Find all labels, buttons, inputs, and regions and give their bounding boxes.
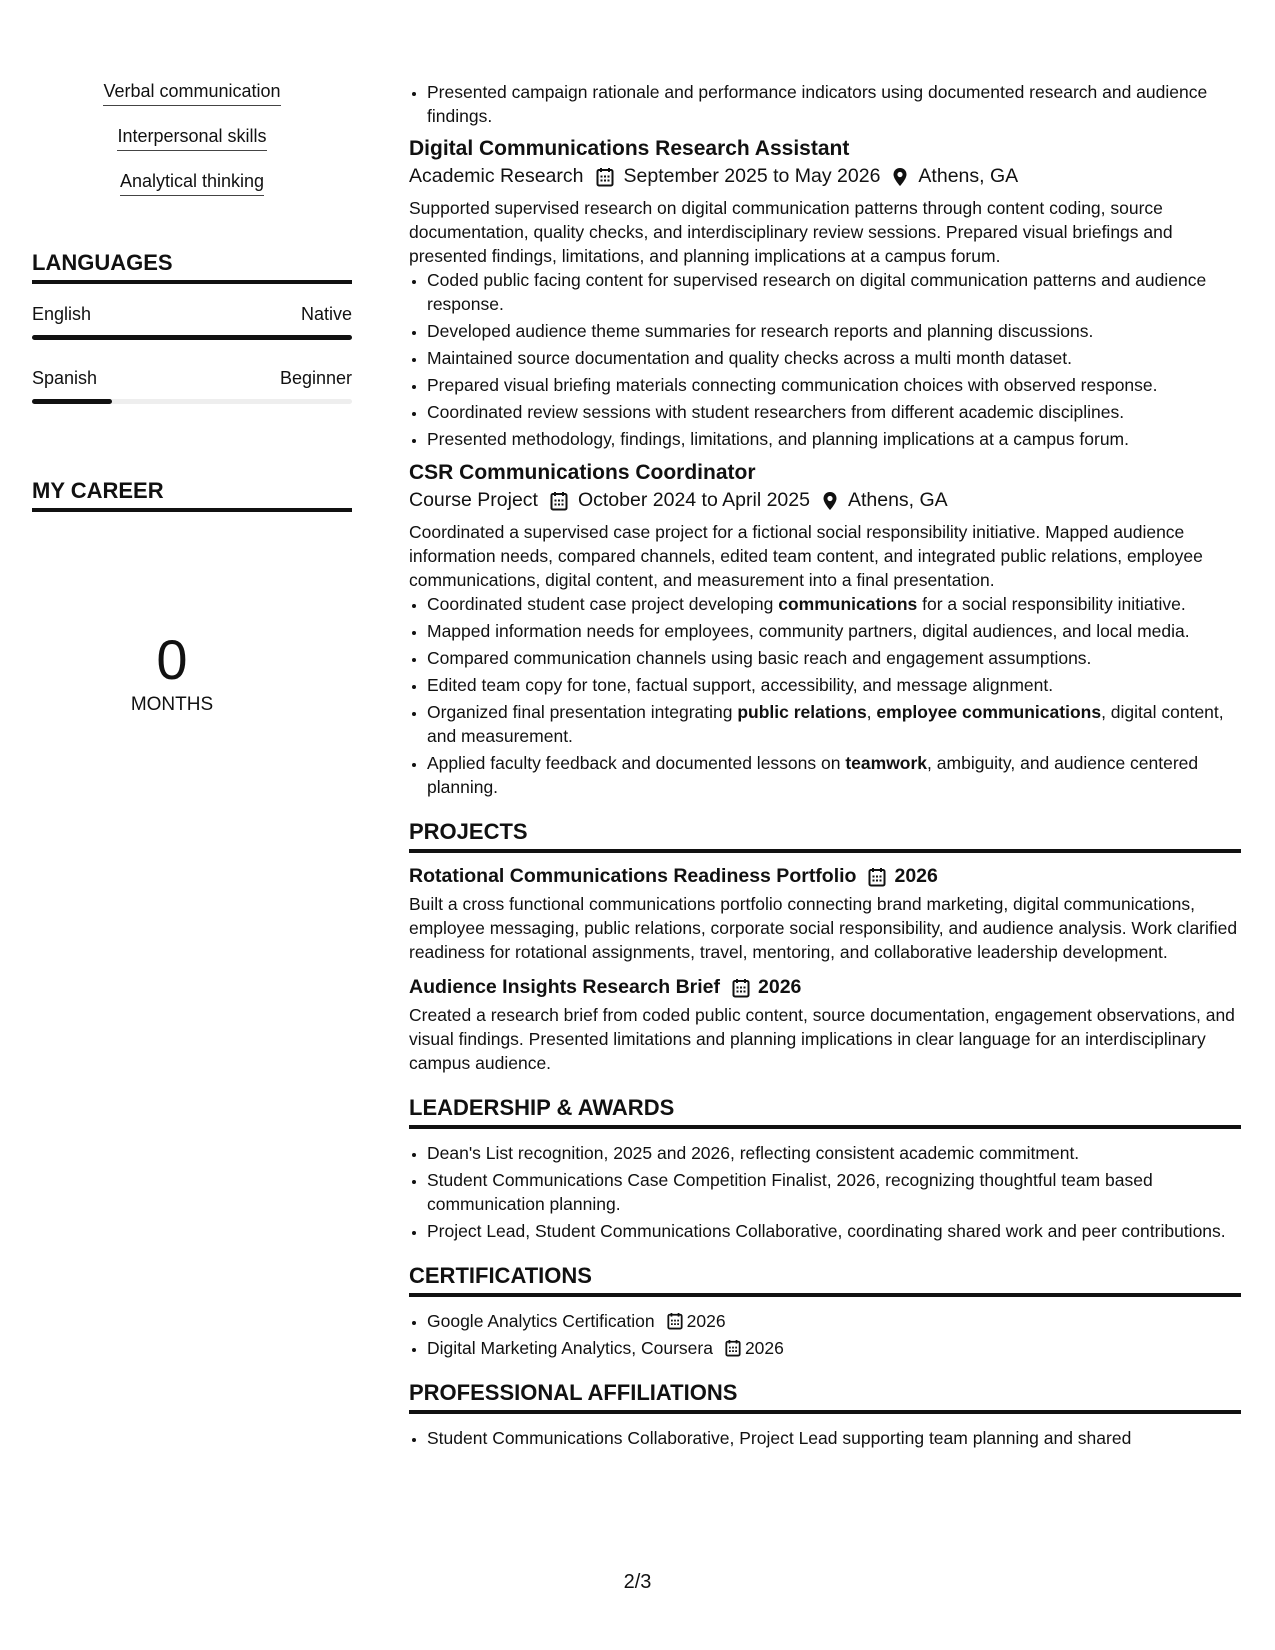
certifications-list bbox=[409, 1309, 1241, 1360]
list-item: • Coordinated student case project developing communications for a social responsibility initiative. bbox=[427, 592, 1241, 616]
list-item: • Project Lead, Student Communications Collaborative, coordinating shared work and peer contributions. bbox=[427, 1219, 1241, 1243]
job-meta bbox=[409, 489, 1241, 512]
certification-year: 2026 bbox=[744, 1338, 784, 1358]
list-item: • Mapped information needs for employees, community partners, digital audiences, and local media. bbox=[427, 619, 1241, 643]
project-entry bbox=[409, 976, 1241, 1075]
list-item bbox=[427, 1336, 1241, 1360]
sidebar bbox=[32, 80, 352, 716]
language-proficiency-fill bbox=[32, 335, 352, 340]
job-bullets bbox=[409, 268, 1241, 451]
project-year: 2026 bbox=[894, 865, 938, 887]
project-description: Built a cross functional communications portfolio connecting brand marketing, digital communications, employee messaging, public relations, corporate social responsibility, and audience analysis. Work clarified readiness for rotational assignments, travel, mentoring, and collaborative leadership development. bbox=[409, 894, 1238, 962]
calendar-icon bbox=[596, 167, 614, 187]
career-duration bbox=[32, 630, 312, 716]
list-item: • Presented methodology, findings, limitations, and planning implications at a campus forum. bbox=[427, 427, 1241, 451]
skill-item: Analytical thinking bbox=[120, 170, 264, 196]
project-title-row bbox=[409, 976, 1241, 999]
certifications-heading: CERTIFICATIONS bbox=[409, 1263, 1241, 1297]
job-organization: Academic Research bbox=[409, 165, 584, 187]
project-title: Rotational Communications Readiness Portfolio bbox=[409, 865, 857, 887]
language-proficiency-bar bbox=[32, 335, 352, 340]
job-organization: Course Project bbox=[409, 489, 538, 511]
list-item: • Dean's List recognition, 2025 and 2026, reflecting consistent academic commitment. bbox=[427, 1141, 1241, 1165]
project-entry bbox=[409, 865, 1241, 964]
career-unit: MONTHS bbox=[130, 694, 214, 715]
job-description: Supported supervised research on digital communication patterns through content coding, source documentation, quality checks, and interdisciplinary review sessions. Prepared visual briefings and presented findings, limitations, and planning implications at a campus forum. bbox=[409, 198, 1173, 266]
language-level: Native bbox=[300, 304, 352, 324]
list-item: • Presented campaign rationale and performance indicators using documented research and audience findings. bbox=[427, 80, 1241, 128]
job-title: Digital Communications Research Assistant bbox=[409, 137, 850, 160]
project-description: Created a research brief from coded public content, source documentation, engagement observations, and visual findings. Presented limitations and planning implications in clear language for an interdisciplinary campus audience. bbox=[409, 1005, 1235, 1073]
job-dates: September 2025 to May 2026 bbox=[623, 165, 881, 187]
page-number: 2/3 bbox=[623, 1571, 652, 1593]
job-location: Athens, GA bbox=[847, 489, 948, 511]
main-content bbox=[409, 80, 1241, 1453]
list-item: • Coordinated review sessions with student researchers from different academic disciplines. bbox=[427, 400, 1241, 424]
language-spanish bbox=[32, 368, 352, 404]
affiliations-list bbox=[409, 1426, 1241, 1450]
language-name: Spanish bbox=[32, 368, 98, 388]
list-item: • Coded public facing content for supervised research on digital communication patterns and audience response. bbox=[427, 268, 1241, 316]
skills-list bbox=[32, 80, 352, 215]
career-count: 0 bbox=[156, 628, 188, 691]
job-description: Coordinated a supervised case project for a fictional social responsibility initiative. Mapped audience information needs, compared channels, edited team content, and integrated public relations, employee communications, digital content, and measurement into a final presentation. bbox=[409, 522, 1203, 590]
project-year: 2026 bbox=[758, 976, 802, 998]
skill-item: Verbal communication bbox=[103, 80, 280, 106]
calendar-icon bbox=[868, 867, 886, 887]
job-dates: October 2024 to April 2025 bbox=[577, 489, 810, 511]
certification-name: • Digital Marketing Analytics, Coursera bbox=[427, 1338, 713, 1358]
affiliations-heading: PROFESSIONAL AFFILIATIONS bbox=[409, 1380, 1241, 1414]
job-entry bbox=[409, 137, 1241, 451]
language-name: English bbox=[32, 304, 92, 324]
projects-heading: PROJECTS bbox=[409, 819, 1241, 853]
project-title-row bbox=[409, 865, 1241, 888]
certification-year: 2026 bbox=[686, 1311, 726, 1331]
list-item: • Developed audience theme summaries for research reports and planning discussions. bbox=[427, 319, 1241, 343]
list-item: • Compared communication channels using basic reach and engagement assumptions. bbox=[427, 646, 1241, 670]
list-item: • Organized final presentation integrating public relations, employee communications, digital content, and measurement. bbox=[427, 700, 1241, 748]
job-entry bbox=[409, 461, 1241, 799]
certification-name: • Google Analytics Certification bbox=[427, 1311, 655, 1331]
project-title: Audience Insights Research Brief bbox=[409, 976, 721, 998]
calendar-icon bbox=[550, 491, 568, 511]
job-meta bbox=[409, 165, 1241, 188]
job-bullets bbox=[409, 592, 1241, 799]
job-title: CSR Communications Coordinator bbox=[409, 461, 756, 484]
list-item: • Edited team copy for tone, factual support, accessibility, and message alignment. bbox=[427, 673, 1241, 697]
leadership-list bbox=[409, 1141, 1241, 1243]
language-proficiency-fill bbox=[32, 399, 112, 404]
list-item: • Student Communications Collaborative, Project Lead supporting team planning and shared bbox=[427, 1426, 1241, 1450]
career-heading: MY CAREER bbox=[32, 478, 352, 512]
calendar-icon bbox=[732, 978, 750, 998]
leadership-heading: LEADERSHIP & AWARDS bbox=[409, 1095, 1241, 1129]
calendar-icon bbox=[667, 1312, 683, 1330]
language-level: Beginner bbox=[279, 368, 352, 388]
languages-heading: LANGUAGES bbox=[32, 250, 352, 284]
list-item: • Maintained source documentation and quality checks across a multi month dataset. bbox=[427, 346, 1241, 370]
calendar-icon bbox=[725, 1339, 741, 1357]
list-item: • Prepared visual briefing materials connecting communication choices with observed response. bbox=[427, 373, 1241, 397]
list-item: • Student Communications Case Competition Finalist, 2026, recognizing thoughtful team based communication planning. bbox=[427, 1168, 1241, 1216]
language-english bbox=[32, 304, 352, 340]
map-pin-icon bbox=[892, 167, 908, 187]
skill-item: Interpersonal skills bbox=[117, 125, 266, 151]
job-location: Athens, GA bbox=[918, 165, 1019, 187]
map-pin-icon bbox=[822, 491, 838, 511]
language-proficiency-bar bbox=[32, 399, 352, 404]
prior-job-bullets bbox=[409, 80, 1241, 128]
list-item: • Applied faculty feedback and documented lessons on teamwork, ambiguity, and audience centered planning. bbox=[427, 751, 1241, 799]
list-item bbox=[427, 1309, 1241, 1333]
